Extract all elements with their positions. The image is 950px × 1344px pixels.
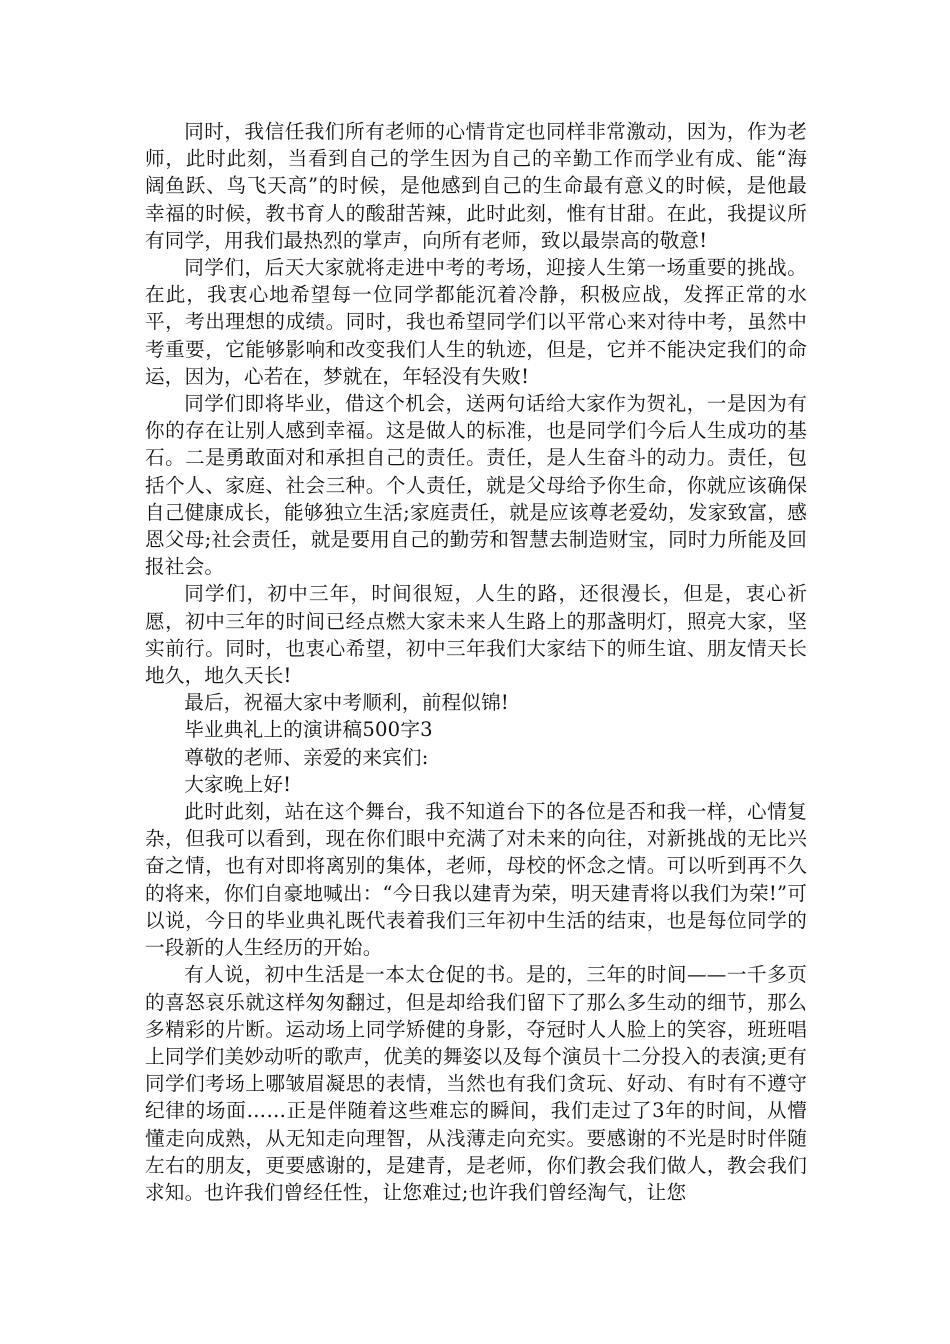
- document-page: [145, 118, 807, 1206]
- paragraph-on-stage: 此时此刻，站在这个舞台，我不知道台下的各位是否和我一样，心情复杂，但我可以看到，现在你们眼中充满了对未来的向往，对新挑战的无比兴奋之情，也有对即将离别的集体，老师，母校的怀念之情。可以听到再不久的将来，你们自豪地喊出：“今日我以建青为荣，明天建青将以我们为荣!”可以说，今日的毕业典礼既代表着我们三年初中生活的结束，也是每位同学的一段新的人生经历的开始。: [145, 800, 807, 960]
- paragraph-exam-challenge: 同学们，后天大家就将走进中考的考场，迎接人生第一场重要的挑战。在此，我衷心地希望每一位同学都能沉着冷静，积极应战，发挥正常的水平，考出理想的成绩。同时，我也希望同学们以平常心来对待中考，虽然中考重要，它能够影响和改变我们人生的轨迹，但是，它并不能决定我们的命运，因为，心若在，梦就在，年轻没有失败!: [145, 256, 807, 388]
- paragraph-closing-wish: 最后，祝福大家中考顺利，前程似锦!: [184, 691, 509, 715]
- speech-title: 毕业典礼上的演讲稿500字3: [184, 718, 433, 742]
- speech-greeting: 大家晚上好!: [184, 772, 292, 796]
- speech-salutation: 尊敬的老师、亲爱的来宾们:: [184, 745, 429, 769]
- paragraph-graduation-gift: 同学们即将毕业，借这个机会，送两句话给大家作为贺礼，一是因为有你的存在让别人感到幸福。这是做人的标准，也是同学们今后人生成功的基石。二是勇敢面对和承担自己的责任。责任，是人生奋斗的动力。责任，包括个人、家庭、社会三种。个人责任，就是父母给予你生命，你就应该确保自己健康成长，能够独立生活;家庭责任，就是应该尊老爱幼，发家致富，感恩父母;社会责任，就是要用自己的勤劳和智慧去制造财宝，同时力所能及回报社会。: [145, 392, 807, 579]
- paragraph-three-years: 同学们，初中三年，时间很短，人生的路，还很漫长，但是，衷心祈愿，初中三年的时间已经点燃大家未来人生路上的那盏明灯，照亮大家，坚实前行。同时，也衷心希望，初中三年我们大家结下的师生谊、朋友情天长地久，地久天长!: [145, 582, 807, 688]
- paragraph-junior-life: 有人说，初中生活是一本太仓促的书。是的，三年的时间——一千多页的喜怒哀乐就这样匆匆翻过，但是却给我们留下了那么多生动的细节，那么多精彩的片断。运动场上同学矫健的身影，夺冠时人人脸上的笑容，班班唱上同学们美妙动听的歌声，优美的舞姿以及每个演员十二分投入的表演;更有同学们考场上哪皱眉凝思的表情，当然也有我们贪玩、好动、有时有不遵守纪律的场面……正是伴随着这些难忘的瞬间，我们走过了3年的时间，从懵懂走向成熟，从无知走向理智，从浅薄走向充实。要感谢的不光是时时伴随左右的朋友，更要感谢的，是建青，是老师，你们教会我们做人，教会我们求知。也许我们曾经任性，让您难过;也许我们曾经淘气，让您: [145, 963, 807, 1204]
- paragraph-teachers-gratitude: 同时，我信任我们所有老师的心情肯定也同样非常激动，因为，作为老师，此时此刻，当看到自己的学生因为自己的辛勤工作而学业有成、能“海阔鱼跃、鸟飞天高”的时候，是他感到自己的生命最有意义的时候，是他最幸福的时候，教书育人的酸甜苦辣，此时此刻，惟有甘甜。在此，我提议所有同学，用我们最热烈的掌声，向所有老师，致以最崇高的敬意!: [145, 120, 807, 252]
